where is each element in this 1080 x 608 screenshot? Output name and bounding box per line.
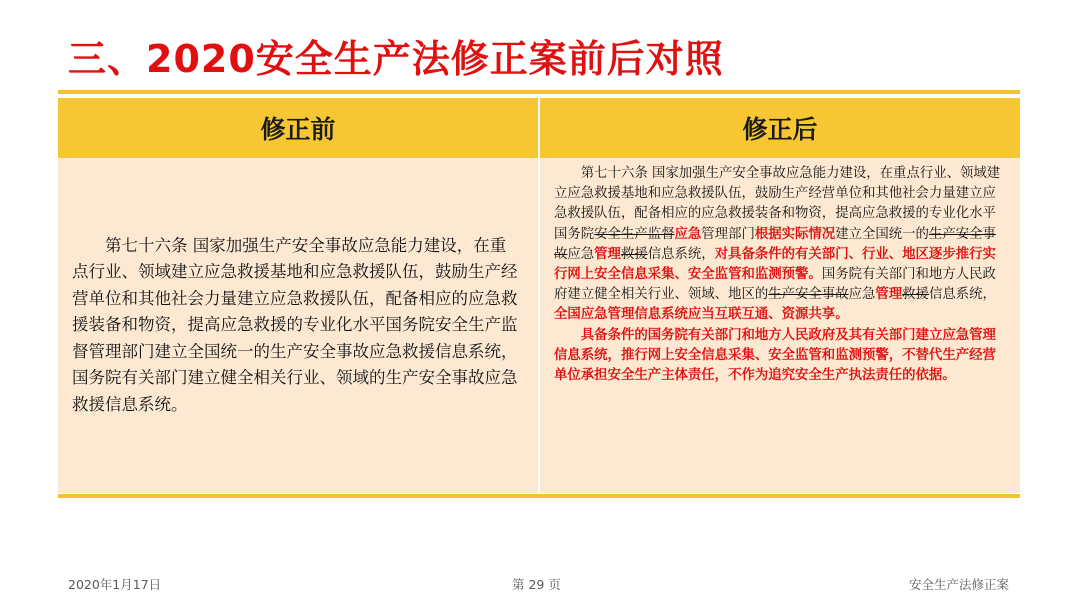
unchanged-text-segment: 应急 xyxy=(567,246,595,262)
added-text-segment: 全国应急管理信息系统应当互联互通、资源共享。 xyxy=(554,307,849,323)
deleted-text-segment: 救援 xyxy=(902,287,929,303)
unchanged-text-segment: 管理部门 xyxy=(701,226,755,242)
before-cell xyxy=(58,158,540,493)
unchanged-text-segment: 应急 xyxy=(848,287,876,303)
deleted-text-segment: 安全生产监督 xyxy=(594,226,675,242)
after-added-paragraph: 具备条件的国务院有关部门和地方人民政府及其有关部门建立应急管理信息系统，推行网上安全信息采集、安全监管和监测预警，不替代生产经营单位承担安全生产主体责任，不作为追究安全生产执法责任的依据。 xyxy=(554,327,996,384)
before-article-text: 第七十六条 国家加强生产安全事故应急能力建设，在重点行业、领域建立应急救援基地和应急救援队伍，鼓励生产经营单位和其他社会力量建立应急救援队伍，配备相应的应急救援装备和物资，提高应急救援的专业化水平国务院安全生产监督管理部门建立全国统一的生产安全事故应急救援信息系统，国务院有关部门建立健全相关行业、领域的生产安全事故应急救援信息系统。 xyxy=(72,235,518,414)
top-divider xyxy=(58,90,1020,94)
footer-page-number: 第 29 页 xyxy=(512,577,561,592)
after-article-text xyxy=(554,164,1006,326)
added-text-segment: 管理 xyxy=(875,287,903,303)
unchanged-text-segment: 国务院有关部门和地方人民政府建立健全相关行业、领域、地区的 xyxy=(554,267,996,303)
deleted-text-segment: 救援 xyxy=(620,246,648,262)
footer-document-name: 安全生产法修正案 xyxy=(908,577,1009,592)
unchanged-text-segment: 信息系统， xyxy=(647,246,715,262)
header-after: 修正后 xyxy=(540,98,1020,158)
page-title: 三、2020安全生产法修正案前后对照 xyxy=(68,37,724,81)
bottom-divider xyxy=(58,494,1020,498)
added-text-segment: 管理 xyxy=(594,246,621,262)
added-text-segment: 根据实际情况 xyxy=(754,226,836,242)
deleted-text-segment: 生产安全事故 xyxy=(768,287,849,303)
deleted-text-segment: 生产安全事故 xyxy=(554,226,996,262)
added-text-segment: 对具备条件的有关部门、行业、地区逐步推行实行网上安全信息采集、安全监管和监测预警。 xyxy=(554,246,996,283)
footer-date: 2020年1月17日 xyxy=(68,577,162,592)
unchanged-text-segment: 信息系统， xyxy=(928,287,996,303)
comparison-table xyxy=(58,98,1020,493)
unchanged-text-segment: 建立全国统一的 xyxy=(835,226,929,242)
header-before: 修正前 xyxy=(58,98,540,158)
added-text-segment: 应急 xyxy=(674,226,702,242)
unchanged-text-segment: 第七十六条 国家加强生产安全事故应急能力建设，在重点行业、领域建立应急救援基地和应急救援队伍，鼓励生产经营单位和其他社会力量建立应急救援队伍，配备相应的应急救援装备和物资，提高应急救援的专业化水平国务院 xyxy=(554,166,1001,242)
after-cell xyxy=(540,158,1020,493)
